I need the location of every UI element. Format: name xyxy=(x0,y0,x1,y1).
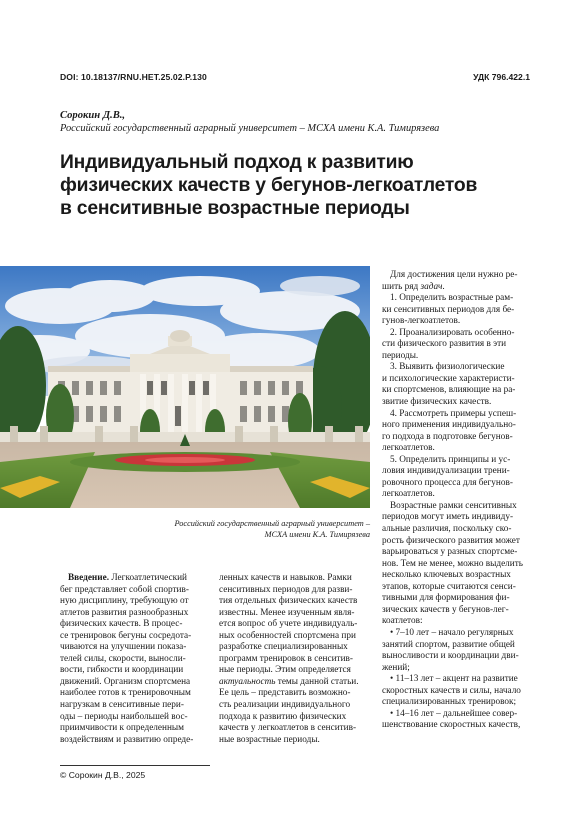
author-name: Сорокин Д.В., xyxy=(60,110,126,121)
text-line: ных особенностей спортсмена при xyxy=(219,630,356,641)
text-line: сти физического развития в эти xyxy=(382,339,507,350)
text-line: Ее цель – представить возможно- xyxy=(219,688,351,699)
text-line: ки сенситивных периодов для бе- xyxy=(382,304,515,315)
text-line: альные различия, поскольку ско- xyxy=(382,524,512,535)
text-line: физических качеств. В процес- xyxy=(60,619,183,630)
text-line: рость физического развития может xyxy=(382,535,520,546)
text-line: ные периоды. Этим определяется xyxy=(219,665,351,676)
text-line: несколько ключевых возрастных xyxy=(382,570,511,581)
text-line: тия отдельных физических качеств xyxy=(219,596,358,607)
text-line: наиболее готов к тренировочным xyxy=(60,688,191,699)
text-line: выносливости и координации дви- xyxy=(382,651,519,662)
column-2 xyxy=(219,573,371,746)
text-span: . xyxy=(442,281,445,292)
text-line: атлетов развития разнообразных xyxy=(60,607,189,618)
udk-code: УДК 796.422.1 xyxy=(473,72,530,82)
text-line: ется вопрос об учете индивидуаль- xyxy=(219,619,358,630)
text-line: ные возрастные периоды. xyxy=(219,734,320,745)
text-line: специализированных тренировок; xyxy=(382,697,517,708)
caption-line: Российский государственный аграрный университет – xyxy=(174,519,370,528)
text-line: нагрузкам в сенситивные пери- xyxy=(60,700,184,711)
text-line: качеств у легкоатлетов в сенситив- xyxy=(219,723,357,734)
text-line: тивными для формирования фи- xyxy=(382,593,510,604)
title-line: физических качеств у бегунов-легкоатлетов xyxy=(60,175,478,196)
text-line: бег представляет собой спортив- xyxy=(60,584,189,595)
text-line: ровочного процесса для бегунов- xyxy=(382,477,513,488)
doi: DOI: 10.18137/RNU.HET.25.02.P.130 xyxy=(60,72,207,82)
text-line: подхода к развитию физических xyxy=(219,711,347,722)
title-line: в сенситивные возрастные периоды xyxy=(60,198,410,219)
text-line: коатлетов: xyxy=(382,616,423,627)
text-line: и психологические характеристи- xyxy=(382,373,515,384)
text-span: шить ряд xyxy=(382,281,421,292)
text-line: шенствование скоростных качеств, xyxy=(382,720,521,731)
university-photo xyxy=(0,266,370,508)
text-line: сть реализации индивидуального xyxy=(219,700,351,711)
text-line: жений; xyxy=(382,662,410,673)
text-span: Легкоатлетический xyxy=(109,573,187,583)
text-line: оды – периоды наибольшей вос- xyxy=(60,711,188,722)
text-line: • 11–13 лет – акцент на развитие xyxy=(390,674,518,685)
column-3 xyxy=(382,270,534,732)
text-line: периодов могут иметь индивиду- xyxy=(382,512,514,523)
text-span: темы данной статьи. xyxy=(275,676,359,687)
figure-caption xyxy=(60,519,370,540)
text-line: 5. Определить принципы и ус- xyxy=(390,454,511,465)
text-line: периоды. xyxy=(382,350,419,361)
text-line: се тренировок бегуны сосредота- xyxy=(60,630,192,641)
tasks-term: задач xyxy=(420,281,443,292)
column-1 xyxy=(60,573,208,746)
text-line: • 14–16 лет – дальнейшее совер- xyxy=(390,708,518,719)
text-line: легкоатлетов. xyxy=(382,489,435,500)
copyright: © Сорокин Д.В., 2025 xyxy=(60,770,146,780)
title-line: Индивидуальный подход к развитию xyxy=(60,152,414,173)
text-line: зических качеств у бегунов-лег- xyxy=(382,604,509,615)
text-line: варьироваться у разных спортсме- xyxy=(382,547,518,558)
text-line: 4. Рассмотреть примеры успеш- xyxy=(390,408,517,419)
actuality-term: актуальность xyxy=(219,676,276,687)
text-line: ловия индивидуализации трени- xyxy=(382,466,510,477)
text-line: легкоатлетов. xyxy=(382,443,435,454)
text-line: ленных качеств и навыков. Рамки xyxy=(219,573,352,583)
text-line: разработке специализированных xyxy=(219,642,348,653)
text-line: занятий спортом, развитие общей xyxy=(382,639,515,650)
text-line: звитие физических качеств. xyxy=(382,397,492,408)
text-line: ную дисциплину, требующую от xyxy=(60,596,189,607)
text-line: программ тренировок в сенситив- xyxy=(219,653,353,664)
text-line: 1. Определить возрастные рам- xyxy=(390,293,514,304)
footer-divider xyxy=(60,765,210,766)
text-line: скоростных качеств и силы, начало xyxy=(382,685,521,696)
text-line: 2. Проанализировать особенно- xyxy=(390,327,515,338)
text-line: 3. Выявить физиологические xyxy=(390,362,505,373)
text-line: нов. Тем не менее, можно выделить xyxy=(382,558,523,569)
text-line: телей силы, скорости, выносли- xyxy=(60,653,186,664)
text-line: го подхода в подготовке бегунов- xyxy=(382,431,513,442)
text-line: движений. Организм спортсмена xyxy=(60,676,191,687)
text-line: вости, гибкости и координации xyxy=(60,665,184,676)
text-line: приимчивости к определенным xyxy=(60,723,184,734)
text-line: ки спортсменов, влияющие на ра- xyxy=(382,385,516,396)
text-line: гунов-легкоатлетов. xyxy=(382,316,461,327)
intro-label: Введение. xyxy=(68,573,110,583)
caption-line: МСХА имени К.А. Тимирязева xyxy=(264,529,370,539)
text-line: этапов, которые считаются сенси- xyxy=(382,581,516,592)
text-line: чиваются на улучшении показа- xyxy=(60,642,187,653)
text-line: Для достижения цели нужно ре- xyxy=(390,270,518,280)
article-title xyxy=(60,151,540,220)
text-line: воздействиям и развитию опреде- xyxy=(60,734,194,745)
text-line: известны. Менее изученным явля- xyxy=(219,607,355,618)
text-line: ного применения индивидуально- xyxy=(382,420,516,431)
text-line: • 7–10 лет – начало регулярных xyxy=(390,627,514,638)
text-line: Возрастные рамки сенситивных xyxy=(390,500,517,511)
text-line: сенситивных периодов для разви- xyxy=(219,584,353,595)
author-affiliation: Российский государственный аграрный университет – МСХА имени К.А. Тимирязева xyxy=(60,123,440,134)
